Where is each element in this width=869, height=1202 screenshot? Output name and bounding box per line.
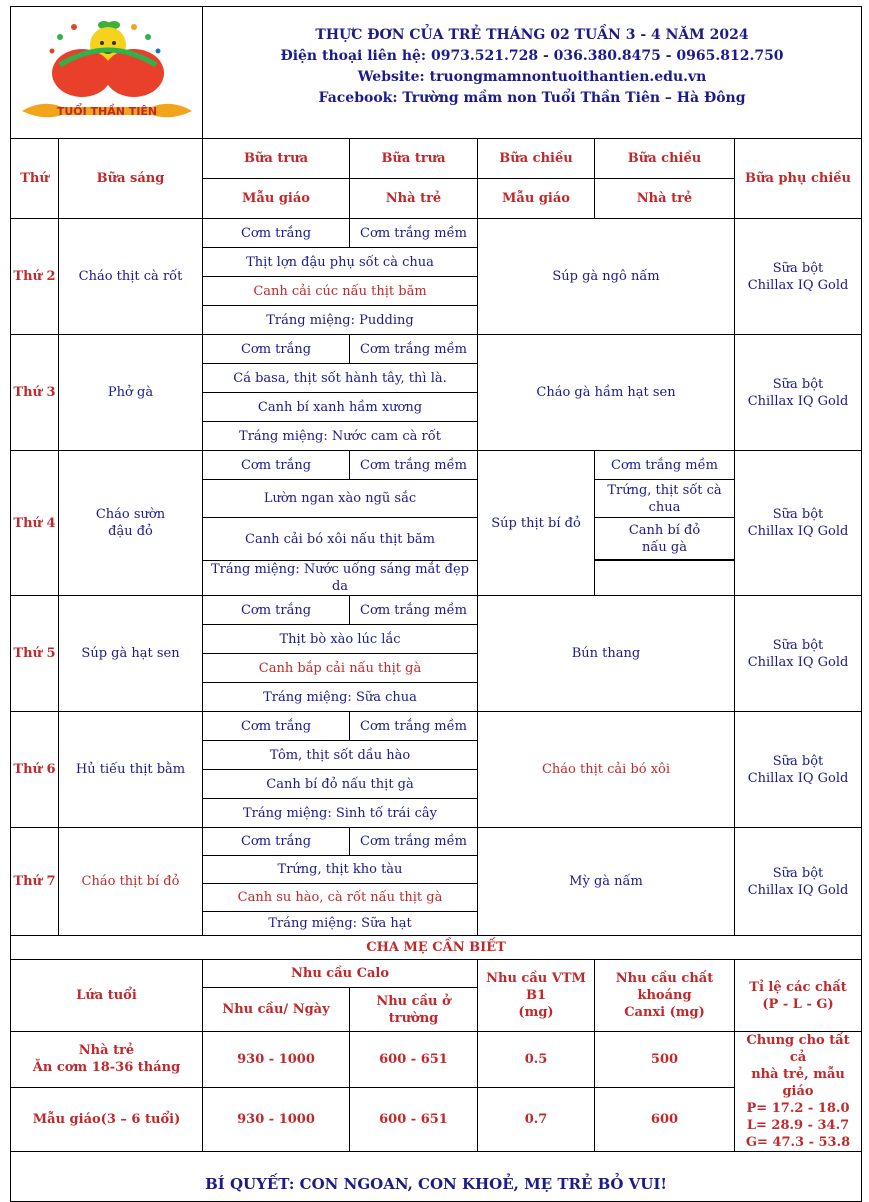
rice-kinder: Cơm trắng — [203, 712, 350, 741]
day-label: Thứ 7 — [11, 828, 59, 936]
day-row-fri — [11, 712, 862, 741]
menu-sheet — [10, 6, 861, 1194]
school-logo — [12, 15, 202, 125]
dessert: Tráng miệng: Nước cam cà rốt — [203, 422, 478, 451]
rice-kinder: Cơm trắng — [203, 335, 350, 364]
dessert: Tráng miệng: Sữa chua — [203, 683, 478, 712]
rice-nursery: Cơm trắng mềm — [350, 712, 478, 741]
main-dish: Thịt bò xào lúc lắc — [203, 625, 478, 654]
age-header: Lứa tuổi — [11, 960, 203, 1032]
menu-table — [10, 6, 862, 1202]
rice-nursery: Cơm trắng mềm — [350, 219, 478, 248]
info-row-kinder — [11, 1087, 862, 1151]
section-title: CHA MẸ CẦN BIẾT — [11, 936, 862, 960]
mineral-header: Nhu cầu chất khoáng Canxi (mg) — [595, 960, 735, 1032]
dessert: Tráng miệng: Pudding — [203, 306, 478, 335]
col-nursery: Nhà trẻ — [350, 179, 478, 219]
rice-nursery: Cơm trắng mềm — [350, 596, 478, 625]
afternoon-cell: Bún thang — [478, 596, 735, 712]
canxi-cell: 500 — [595, 1032, 735, 1088]
soup-dish: Canh bắp cải nấu thịt gà — [203, 654, 478, 683]
day-row-wed — [11, 451, 862, 480]
breakfast-cell: Cháo sườn đậu đỏ — [59, 451, 203, 596]
col-lunch-kinder: Bữa trưa — [203, 139, 350, 179]
breakfast-cell: Hủ tiếu thịt bằm — [59, 712, 203, 828]
afternoon-cell: Mỳ gà nấm — [478, 828, 735, 936]
age-cell: Mẫu giáo(3 – 6 tuổi) — [11, 1087, 203, 1151]
day-label: Thứ 3 — [11, 335, 59, 451]
col-afternoon-nursery: Bữa chiều — [595, 139, 735, 179]
rice-nursery: Cơm trắng mềm — [350, 335, 478, 364]
vtm-header: Nhu cầu VTM B1 (mg) — [478, 960, 595, 1032]
per-day-header: Nhu cầu/ Ngày — [203, 988, 350, 1032]
afternoon-nursery-rice: Cơm trắng mềm — [595, 451, 735, 480]
slogan: BÍ QUYẾT: CON NGOAN, CON KHOẺ, MẸ TRẺ BỎ VUI! — [11, 1152, 862, 1202]
ratio-header: Tỉ lệ các chất (P - L - G) — [735, 960, 862, 1032]
soup-dish: Canh bí xanh hầm xương — [203, 393, 478, 422]
col-kinder: Mẫu giáo — [203, 179, 350, 219]
rice-kinder: Cơm trắng — [203, 451, 350, 480]
logo-text: TUỔI THẦN TIÊN — [56, 105, 157, 118]
col-lunch-nursery: Bữa trưa — [350, 139, 478, 179]
snack-cell: Sữa bột Chillax IQ Gold — [735, 219, 862, 335]
afternoon-cell: Súp gà ngô nấm — [478, 219, 735, 335]
vtm-cell: 0.7 — [478, 1087, 595, 1151]
header-block — [203, 7, 862, 139]
snack-cell: Sữa bột Chillax IQ Gold — [735, 451, 862, 596]
canxi-cell: 600 — [595, 1087, 735, 1151]
breakfast-cell: Phở gà — [59, 335, 203, 451]
age-cell: Nhà trẻ Ăn cơm 18-36 tháng — [11, 1032, 203, 1088]
rice-kinder: Cơm trắng — [203, 828, 350, 856]
day-row-tue — [11, 335, 862, 364]
menu-title: THỰC ĐƠN CỦA TRẺ THÁNG 02 TUẦN 3 - 4 NĂM 2024 — [315, 27, 749, 43]
breakfast-cell: Cháo thịt cà rốt — [59, 219, 203, 335]
soup-dish: Canh su hào, cà rốt nấu thịt gà — [203, 884, 478, 912]
ratio-cell: Chung cho tất cả nhà trẻ, mẫu giáo P= 17.2 - 18.0 L= 28.9 - 34.7 G= 47.3 - 53.8 — [735, 1032, 862, 1152]
per-day-cell: 930 - 1000 — [203, 1087, 350, 1151]
day-label: Thứ 5 — [11, 596, 59, 712]
day-row-thu — [11, 596, 862, 625]
rice-nursery: Cơm trắng mềm — [350, 451, 478, 480]
main-dish: Cá basa, thịt sốt hành tây, thì là. — [203, 364, 478, 393]
col-breakfast: Bữa sáng — [59, 139, 203, 219]
col-snack: Bữa phụ chiều — [735, 139, 862, 219]
website-link[interactable]: Website: truongmamnontuoithantien.edu.vn — [357, 69, 707, 85]
afternoon-cell: Cháo thịt cải bó xôi — [478, 712, 735, 828]
calo-header: Nhu cầu Calo — [203, 960, 478, 988]
day-row-sat — [11, 828, 862, 856]
dessert: Tráng miệng: Nước uống sáng mắt đẹp da — [203, 561, 478, 596]
day-row-mon — [11, 219, 862, 248]
afternoon-cell: Cháo gà hầm hạt sen — [478, 335, 735, 451]
afternoon-nursery-soup: Canh bí đỏ nấu gà — [595, 518, 735, 560]
dessert: Tráng miệng: Sữa hạt — [203, 912, 478, 936]
col-nursery-2: Nhà trẻ — [595, 179, 735, 219]
at-school-cell: 600 - 651 — [350, 1087, 478, 1151]
col-day: Thứ — [11, 139, 59, 219]
breakfast-cell: Cháo thịt bí đỏ — [59, 828, 203, 936]
soup-dish: Canh cải bó xôi nấu thịt băm — [203, 518, 478, 561]
soup-dish: Canh cải cúc nấu thịt băm — [203, 277, 478, 306]
afternoon-kinder-cell: Súp thịt bí đỏ — [478, 451, 595, 596]
rice-kinder: Cơm trắng — [203, 219, 350, 248]
col-afternoon-kinder: Bữa chiều — [478, 139, 595, 179]
vtm-cell: 0.5 — [478, 1032, 595, 1088]
snack-cell: Sữa bột Chillax IQ Gold — [735, 828, 862, 936]
empty-cell — [595, 561, 735, 596]
main-dish: Thịt lợn đậu phụ sốt cà chua — [203, 248, 478, 277]
per-day-cell: 930 - 1000 — [203, 1032, 350, 1088]
snack-cell: Sữa bột Chillax IQ Gold — [735, 335, 862, 451]
at-school-header: Nhu cầu ở trường — [350, 988, 478, 1032]
main-dish: Tôm, thịt sốt dầu hào — [203, 741, 478, 770]
phone-line: Điện thoại liên hệ: 0973.521.728 - 036.380.8475 - 0965.812.750 — [280, 48, 784, 64]
snack-cell: Sữa bột Chillax IQ Gold — [735, 596, 862, 712]
main-dish: Trứng, thịt kho tàu — [203, 856, 478, 884]
rice-nursery: Cơm trắng mềm — [350, 828, 478, 856]
dessert: Tráng miệng: Sinh tố trái cây — [203, 799, 478, 828]
col-kinder-2: Mẫu giáo — [478, 179, 595, 219]
facebook-link[interactable]: Facebook: Trường mầm non Tuổi Thần Tiên – Hà Đông — [318, 90, 746, 106]
at-school-cell: 600 - 651 — [350, 1032, 478, 1088]
snack-cell: Sữa bột Chillax IQ Gold — [735, 712, 862, 828]
day-label: Thứ 6 — [11, 712, 59, 828]
afternoon-nursery-main: Trứng, thịt sốt cà chua — [595, 480, 735, 518]
main-dish: Lườn ngan xào ngũ sắc — [203, 480, 478, 518]
breakfast-cell: Súp gà hạt sen — [59, 596, 203, 712]
rice-kinder: Cơm trắng — [203, 596, 350, 625]
day-label: Thứ 4 — [11, 451, 59, 596]
soup-dish: Canh bí đỏ nấu thịt gà — [203, 770, 478, 799]
day-label: Thứ 2 — [11, 219, 59, 335]
info-row-nursery — [11, 1032, 862, 1088]
logo-cell — [11, 7, 203, 139]
